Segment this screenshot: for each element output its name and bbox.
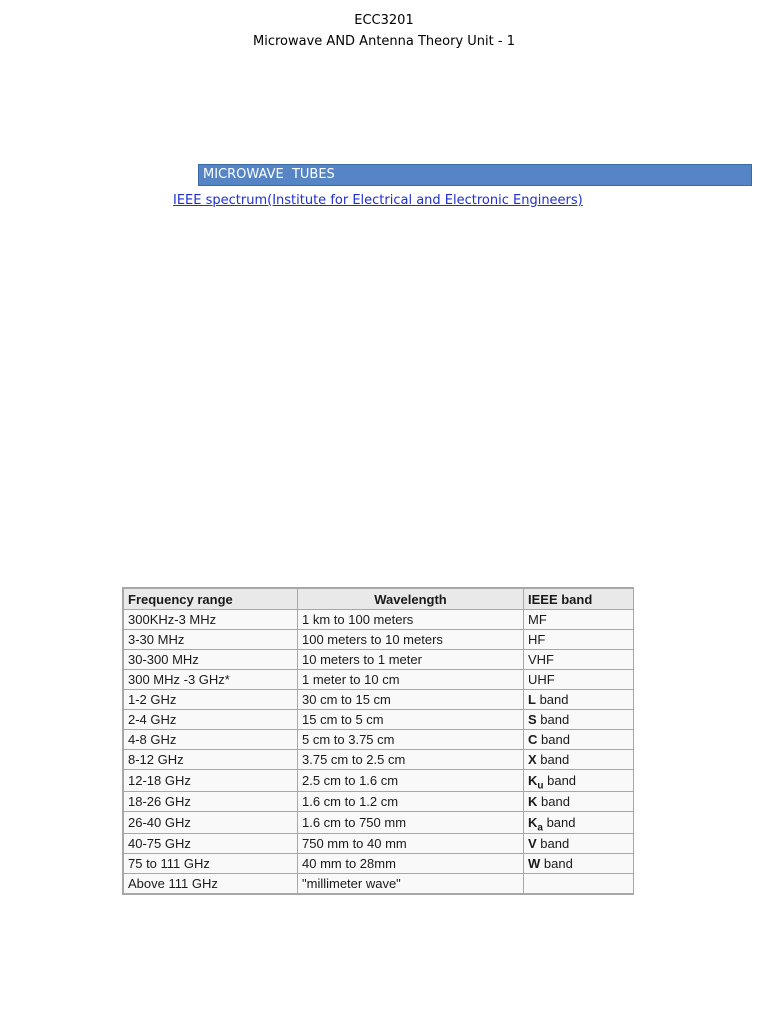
cell-frequency-range: 1-2 GHz	[124, 690, 298, 710]
cell-frequency-range: 300KHz-3 MHz	[124, 610, 298, 630]
cell-frequency-range: 12-18 GHz	[124, 770, 298, 792]
cell-wavelength: 2.5 cm to 1.6 cm	[298, 770, 524, 792]
cell-ieee-band	[524, 750, 634, 770]
cell-wavelength: 1 km to 100 meters	[298, 610, 524, 630]
band-suffix: band	[537, 794, 570, 809]
band-letter: W	[528, 856, 541, 871]
cell-wavelength: 30 cm to 15 cm	[298, 690, 524, 710]
band-letter: K	[528, 794, 538, 809]
band-letter: S	[528, 712, 537, 727]
table-row	[124, 812, 634, 834]
band-letter: L	[528, 692, 536, 707]
column-header-frequency: Frequency range	[124, 589, 298, 610]
band-suffix: band	[536, 836, 570, 851]
band-suffix: band	[536, 712, 570, 727]
cell-ieee-band: MF	[524, 610, 634, 630]
band-subscript: u	[537, 780, 544, 792]
table-row	[124, 792, 634, 812]
cell-frequency-range: 300 MHz -3 GHz*	[124, 670, 298, 690]
table-row	[124, 710, 634, 730]
band-subscript: a	[537, 822, 543, 834]
band-letter: C	[528, 732, 538, 747]
cell-frequency-range: 2-4 GHz	[124, 710, 298, 730]
table-header-row	[124, 589, 634, 610]
column-header-wavelength: Wavelength	[298, 589, 524, 610]
band-suffix: band	[535, 692, 569, 707]
cell-wavelength: 10 meters to 1 meter	[298, 650, 524, 670]
cell-frequency-range: 8-12 GHz	[124, 750, 298, 770]
table-row	[124, 854, 634, 874]
course-code: ECC3201	[354, 13, 414, 28]
cell-ieee-band	[524, 690, 634, 710]
table-body	[124, 610, 634, 894]
cell-frequency-range: 18-26 GHz	[124, 792, 298, 812]
cell-ieee-band: VHF	[524, 650, 634, 670]
cell-wavelength: "millimeter wave"	[298, 874, 524, 894]
cell-ieee-band	[524, 834, 634, 854]
cell-ieee-band	[524, 770, 634, 792]
cell-wavelength: 3.75 cm to 2.5 cm	[298, 750, 524, 770]
table-row	[124, 690, 634, 710]
column-header-band: IEEE band	[524, 589, 634, 610]
band-suffix: band	[536, 752, 570, 767]
cell-frequency-range: 75 to 111 GHz	[124, 854, 298, 874]
cell-frequency-range: 3-30 MHz	[124, 630, 298, 650]
table-row	[124, 770, 634, 792]
cell-ieee-band	[524, 730, 634, 750]
band-letter: K	[528, 773, 538, 788]
band-suffix: band	[543, 773, 577, 788]
frequency-band-table-container	[122, 587, 634, 895]
cell-frequency-range: 40-75 GHz	[124, 834, 298, 854]
cell-frequency-range: 4-8 GHz	[124, 730, 298, 750]
band-letter: X	[528, 752, 537, 767]
band-letter: K	[528, 815, 538, 830]
ieee-spectrum-link[interactable]: IEEE spectrum(Institute for Electrical and Electronic Engineers)	[173, 193, 583, 208]
table-row	[124, 834, 634, 854]
cell-wavelength: 15 cm to 5 cm	[298, 710, 524, 730]
cell-ieee-band	[524, 874, 634, 894]
course-title: Microwave AND Antenna Theory Unit - 1	[253, 34, 515, 49]
section-banner: MICROWAVE TUBES	[198, 164, 752, 186]
band-suffix: band	[542, 815, 576, 830]
cell-ieee-band	[524, 792, 634, 812]
cell-ieee-band	[524, 812, 634, 834]
table-row	[124, 730, 634, 750]
band-suffix: band	[537, 732, 570, 747]
table-row	[124, 670, 634, 690]
cell-frequency-range: Above 111 GHz	[124, 874, 298, 894]
cell-wavelength: 1 meter to 10 cm	[298, 670, 524, 690]
cell-frequency-range: 26-40 GHz	[124, 812, 298, 834]
table-row	[124, 874, 634, 894]
cell-ieee-band	[524, 710, 634, 730]
band-suffix: band	[540, 856, 573, 871]
cell-wavelength: 1.6 cm to 1.2 cm	[298, 792, 524, 812]
cell-wavelength: 750 mm to 40 mm	[298, 834, 524, 854]
cell-wavelength: 1.6 cm to 750 mm	[298, 812, 524, 834]
cell-ieee-band: HF	[524, 630, 634, 650]
cell-wavelength: 100 meters to 10 meters	[298, 630, 524, 650]
page-header	[0, 10, 768, 52]
table-row	[124, 750, 634, 770]
cell-wavelength: 40 mm to 28mm	[298, 854, 524, 874]
cell-ieee-band: UHF	[524, 670, 634, 690]
frequency-band-table	[123, 588, 634, 894]
table-row	[124, 650, 634, 670]
cell-frequency-range: 30-300 MHz	[124, 650, 298, 670]
band-letter: V	[528, 836, 537, 851]
cell-wavelength: 5 cm to 3.75 cm	[298, 730, 524, 750]
table-row	[124, 610, 634, 630]
table-row	[124, 630, 634, 650]
cell-ieee-band	[524, 854, 634, 874]
